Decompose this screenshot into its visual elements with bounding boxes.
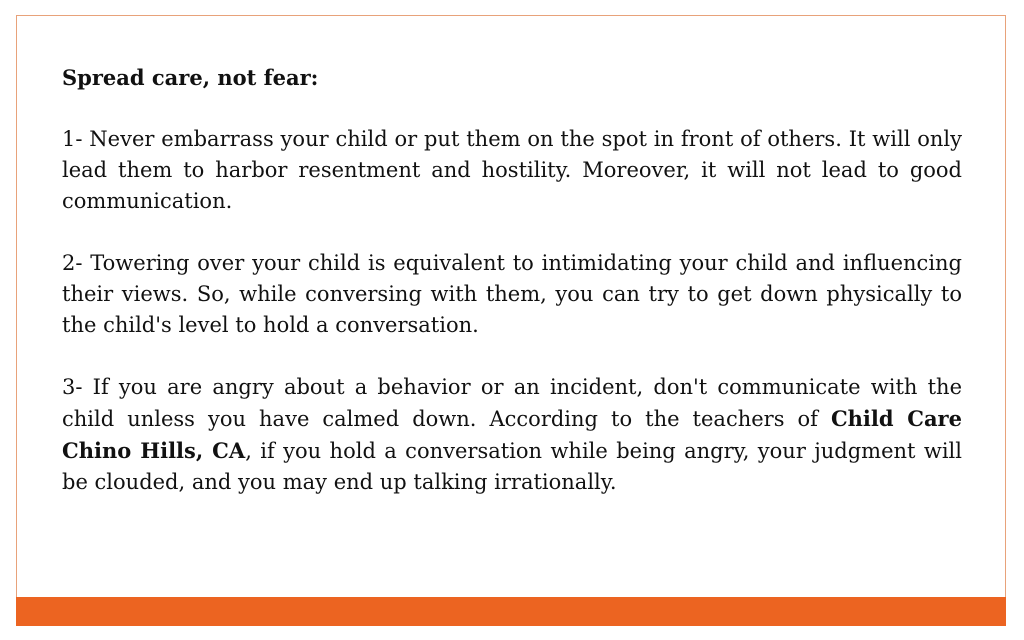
footer-accent-bar [16,597,1006,626]
point-3-highlight: Child Care Chino Hills, CA [62,406,962,463]
point-3-text-start: 3- If you are angry about a behavior or an incident, don't communicate with the child unless you have calmed down. According to the teachers of [62,375,962,431]
point-3-text-end: , if you hold a conversation while being angry, your judgment will be clouded, and you may end up talking irrationally. [62,439,962,494]
slide-content [62,62,962,529]
slide-heading: Spread care, not fear: [62,65,319,90]
point-2: 2- Towering over your child is equivalent to intimidating your child and influencing their views. So, while conversing with them, you can try to get down physically to the child's level to hold a conversation. [62,251,962,337]
point-3 [62,372,962,498]
point-1: 1- Never embarrass your child or put them on the spot in front of others. It will only lead them to harbor resentment and hostility. Moreover, it will not lead to good communication. [62,127,962,213]
